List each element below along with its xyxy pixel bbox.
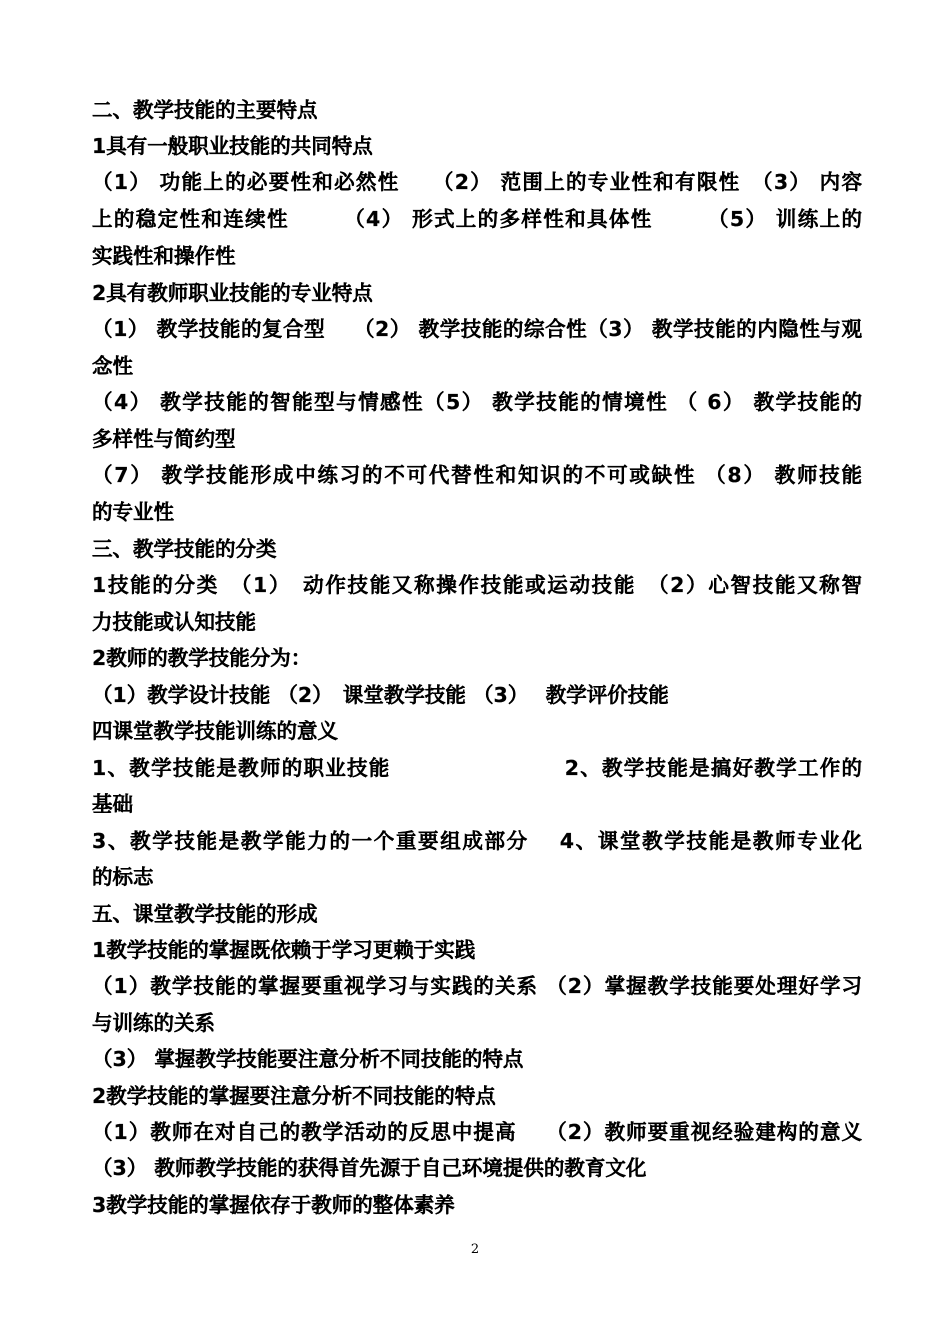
body-line: 上的稳定性和连续性 （4） 形式上的多样性和具体性 （5） 训练上的 [92,207,862,231]
body-line: 多样性与简约型 [92,427,236,451]
subheading-2-2: 2具有教师职业技能的专业特点 [92,281,373,305]
heading-section-3: 三、教学技能的分类 [92,537,277,561]
heading-section-4: 四课堂教学技能训练的意义 [92,719,338,743]
body-line: （7） 教学技能形成中练习的不可代替性和知识的不可或缺性 （8） 教师技能 [92,463,862,487]
body-line: 3、教学技能是教学能力的一个重要组成部分 4、课堂教学技能是教师专业化 [92,829,862,853]
body-line: （3） 掌握教学技能要注意分析不同技能的特点 [92,1047,524,1071]
subheading-3-2: 2教师的教学技能分为： [92,646,312,670]
body-line: 1技能的分类 （1） 动作技能又称操作技能或运动技能 （2）心智技能又称智 [92,573,862,597]
body-line: 的专业性 [92,500,174,524]
body-line: （1）教学设计技能 （2） 课堂教学技能 （3） 教学评价技能 [92,683,669,707]
body-line: 与训练的关系 [92,1011,215,1035]
body-line: （1） 功能上的必要性和必然性 （2） 范围上的专业性和有限性 （3） 内容 [92,170,862,194]
body-line: 1、教学技能是教师的职业技能 2、教学技能是搞好教学工作的 [92,756,862,780]
body-line: 念性 [92,354,133,378]
body-line: （1） 教学技能的复合型 （2） 教学技能的综合性（3） 教学技能的内隐性与观 [92,317,862,341]
body-line: 力技能或认知技能 [92,610,256,634]
body-line: （3） 教师教学技能的获得首先源于自己环境提供的教育文化 [92,1156,647,1180]
page-number: 2 [470,1242,480,1257]
body-line: 基础 [92,792,133,816]
body-line: （1）教师在对自己的教学活动的反思中提高 （2）教师要重视经验建构的意义 [92,1120,862,1144]
body-line: 实践性和操作性 [92,244,236,268]
subheading-5-2: 2教学技能的掌握要注意分析不同技能的特点 [92,1084,496,1108]
subheading-2-1: 1具有一般职业技能的共同特点 [92,134,373,158]
body-line: 的标志 [92,865,154,889]
heading-section-2: 二、教学技能的主要特点 [92,98,318,122]
body-line: （1）教学技能的掌握要重视学习与实践的关系 （2）掌握教学技能要处理好学习 [92,974,862,998]
subheading-5-3: 3教学技能的掌握依存于教师的整体素养 [92,1193,455,1217]
subheading-5-1: 1教学技能的掌握既依赖于学习更赖于实践 [92,938,476,962]
body-line: （4） 教学技能的智能型与情感性（5） 教学技能的情境性 （ 6） 教学技能的 [92,390,862,414]
heading-section-5: 五、课堂教学技能的形成 [92,902,318,926]
